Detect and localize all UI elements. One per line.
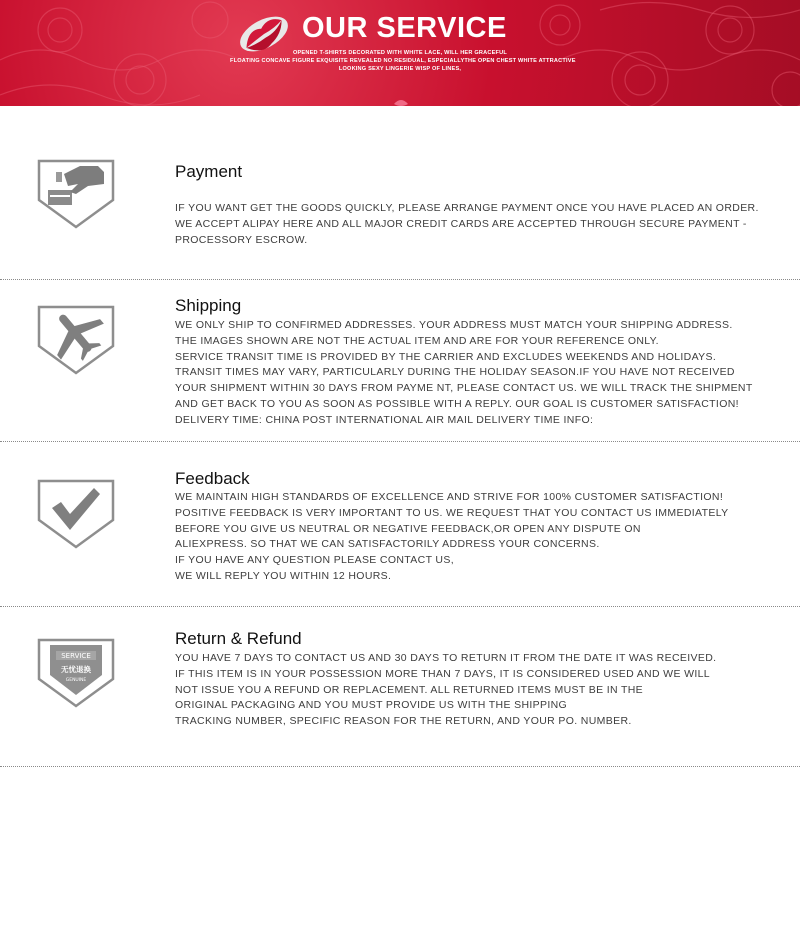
text-line: THE IMAGES SHOWN ARE NOT THE ACTUAL ITEM AND ARE FOR YOUR REFERENCE ONLY.	[175, 334, 659, 347]
text-line: YOUR SHIPMENT WITHIN 30 DAYS FROM PAYME NT, PLEASE CONTACT US. WE WILL TRACK THE SHIPMENT	[175, 382, 753, 395]
text-line: AND GET BACK TO YOU AS SOON AS POSSIBLE WITH A REPLY. OUR GOAL IS CUSTOMER SATISFACTION!	[175, 397, 739, 410]
text-line: ALIEXPRESS. SO THAT WE CAN SATISFACTORILY ADDRESS YOUR CONCERNS.	[175, 538, 600, 551]
section-divider	[0, 279, 800, 280]
feedback-title: Feedback	[175, 469, 250, 488]
text-line: YOU HAVE 7 DAYS TO CONTACT US AND 30 DAYS TO RETURN IT FROM THE DATE IT WAS RECEIVED.	[175, 652, 717, 664]
text-line: PROCESSORY ESCROW.	[175, 233, 308, 246]
text-line: IF YOU WANT GET THE GOODS QUICKLY, PLEASE ARRANGE PAYMENT ONCE YOU HAVE PLACED AN ORDER.	[175, 202, 759, 214]
banner-subtitle	[230, 49, 576, 73]
banner-title: OUR SERVICE	[302, 12, 507, 44]
payment-card-hand-icon	[36, 158, 116, 230]
badge-text-top: SERVICE	[61, 652, 91, 660]
text-line: WE WILL REPLY YOU WITHIN 12 HOURS.	[175, 569, 392, 582]
badge-text-bottom: GENUINE	[65, 678, 87, 683]
text-line: NOT ISSUE YOU A REFUND OR REPLACEMENT. ALL RETURNED ITEMS MUST BE IN THE	[175, 683, 644, 696]
shipping-text	[175, 318, 790, 429]
lips-accent-icon	[394, 98, 408, 106]
text-line: TRACKING NUMBER, SPECIFIC REASON FOR THE RETURN, AND YOUR PO. NUMBER.	[175, 715, 632, 728]
checkmark-icon	[36, 478, 116, 550]
banner-subtitle-line: FLOATING CONCAVE FIGURE EXQUISITE REVEALED NO RESIDUAL, ESPECIALLYTHE OPEN CHEST WHITE ATTRACTIVE	[230, 58, 576, 64]
feedback-text	[175, 490, 790, 585]
section-divider	[0, 766, 800, 767]
text-line: SERVICE TRANSIT TIME IS PROVIDED BY THE CARRIER AND EXCLUDES WEEKENDS AND HOLIDAYS.	[175, 350, 717, 363]
airplane-icon	[36, 304, 116, 376]
service-badge-icon	[36, 637, 116, 709]
banner-subtitle-line: OPENED T-SHIRTS DECORATED WITH WHITE LACE, WILL HER GRACEFUL	[292, 50, 508, 56]
text-line: BEFORE YOU GIVE US NEUTRAL OR NEGATIVE FEEDBACK,OR OPEN ANY DISPUTE ON	[175, 522, 641, 535]
payment-text	[175, 201, 790, 248]
text-line: WE ONLY SHIP TO CONFIRMED ADDRESSES. YOUR ADDRESS MUST MATCH YOUR SHIPPING ADDRESS.	[175, 319, 733, 331]
text-line: IF THIS ITEM IS IN YOUR POSSESSION MORE THAN 7 DAYS, IT IS CONSIDERED USED AND WE WILL	[175, 667, 710, 680]
return-refund-title: Return & Refund	[175, 629, 302, 648]
text-line: WE MAINTAIN HIGH STANDARDS OF EXCELLENCE AND STRIVE FOR 100% CUSTOMER SATISFACTION!	[175, 491, 724, 503]
text-line: ORIGINAL PACKAGING AND YOU MUST PROVIDE US WITH THE SHIPPING	[175, 699, 568, 712]
section-divider	[0, 441, 800, 442]
shipping-title: Shipping	[175, 296, 242, 315]
text-line: DELIVERY TIME: CHINA POST INTERNATIONAL AIR MAIL DELIVERY TIME INFO:	[175, 413, 594, 426]
text-line: IF YOU HAVE ANY QUESTION PLEASE CONTACT US,	[175, 554, 454, 567]
badge-text-middle: 无忧退换	[61, 665, 91, 674]
payment-title: Payment	[175, 162, 243, 181]
return-refund-text	[175, 651, 790, 730]
section-divider	[0, 606, 800, 607]
banner-subtitle-line: LOOKING SEXY LINGERIE WISP OF LINES,	[338, 66, 462, 72]
text-line: WE ACCEPT ALIPAY HERE AND ALL MAJOR CREDIT CARDS ARE ACCEPTED THROUGH SECURE PAYMENT -	[175, 217, 747, 230]
text-line: POSITIVE FEEDBACK IS VERY IMPORTANT TO US. WE REQUEST THAT YOU CONTACT US IMMEDIATELY	[175, 506, 729, 519]
text-line: TRANSIT TIMES MAY VARY, PARTICULARLY DURING THE HOLIDAY SEASON.IF YOU HAVE NOT RECEIVED	[175, 366, 735, 379]
service-banner	[0, 0, 800, 106]
